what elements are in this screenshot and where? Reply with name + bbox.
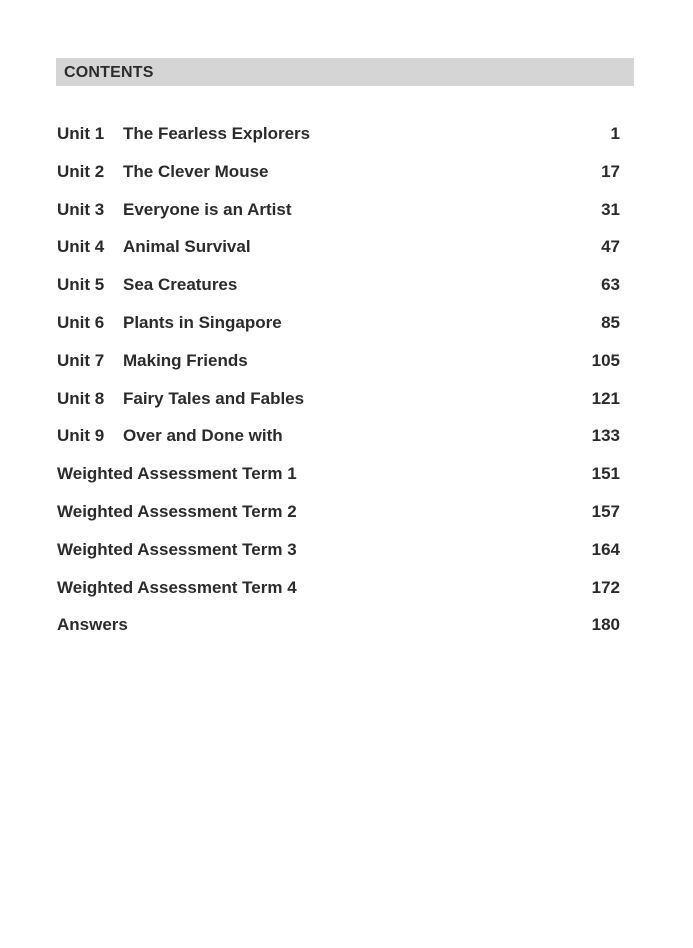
toc-entry-unit-9[interactable] (57, 417, 620, 455)
unit-label: Unit 8 (57, 388, 105, 408)
entry-title: Answers (57, 615, 128, 635)
toc-entry-unit-3[interactable] (57, 191, 620, 229)
page-title: CONTENTS (64, 64, 154, 81)
toc-entry-unit-4[interactable] (57, 228, 620, 266)
entry-title: Weighted Assessment Term 1 (57, 464, 297, 484)
page-number: 63 (601, 275, 620, 295)
unit-label: Unit 4 (57, 237, 105, 257)
toc-entry-unit-7[interactable] (57, 342, 620, 380)
entry-title: Weighted Assessment Term 2 (57, 501, 297, 521)
page-number: 164 (591, 539, 620, 559)
page-number: 105 (591, 350, 620, 370)
entry-title: Weighted Assessment Term 4 (57, 577, 297, 597)
unit-title: Sea Creatures (123, 275, 238, 295)
toc-entry-unit-8[interactable] (57, 380, 620, 418)
page-number: 157 (591, 501, 620, 521)
toc-entry-unit-1[interactable] (57, 115, 620, 153)
entry-title: Weighted Assessment Term 3 (57, 539, 297, 559)
page-number: 121 (591, 388, 620, 408)
contents-header-bar (56, 58, 634, 86)
toc-entry-weighted-assessment-term-1[interactable] (57, 455, 620, 493)
unit-title: Animal Survival (123, 237, 251, 257)
unit-title: Making Friends (123, 350, 248, 370)
toc-entry-weighted-assessment-term-2[interactable] (57, 493, 620, 531)
unit-label: Unit 6 (57, 312, 105, 332)
unit-title: The Clever Mouse (123, 161, 269, 181)
unit-title: Over and Done with (123, 426, 283, 446)
unit-label: Unit 2 (57, 161, 105, 181)
unit-label: Unit 7 (57, 350, 105, 370)
unit-title: Everyone is an Artist (123, 199, 292, 219)
page-number: 47 (601, 237, 620, 257)
toc-entry-unit-5[interactable] (57, 266, 620, 304)
page-number: 133 (591, 426, 620, 446)
page-number: 180 (591, 615, 620, 635)
toc-entry-answers[interactable] (57, 606, 620, 644)
unit-label: Unit 5 (57, 275, 105, 295)
toc-entry-weighted-assessment-term-4[interactable] (57, 569, 620, 607)
unit-label: Unit 3 (57, 199, 105, 219)
page-number: 17 (601, 161, 620, 181)
unit-label: Unit 1 (57, 124, 105, 143)
toc-entry-unit-2[interactable] (57, 153, 620, 191)
toc-entry-weighted-assessment-term-3[interactable] (57, 531, 620, 569)
unit-title: Plants in Singapore (123, 312, 282, 332)
page-number: 1 (610, 124, 620, 143)
unit-title: The Fearless Explorers (123, 124, 311, 143)
page-number: 85 (601, 312, 620, 332)
page-number: 31 (601, 199, 620, 219)
table-of-contents (57, 115, 620, 644)
page-number: 151 (591, 464, 620, 484)
unit-title: Fairy Tales and Fables (123, 388, 305, 408)
page-number: 172 (591, 577, 620, 597)
toc-entry-unit-6[interactable] (57, 304, 620, 342)
unit-label: Unit 9 (57, 426, 105, 446)
